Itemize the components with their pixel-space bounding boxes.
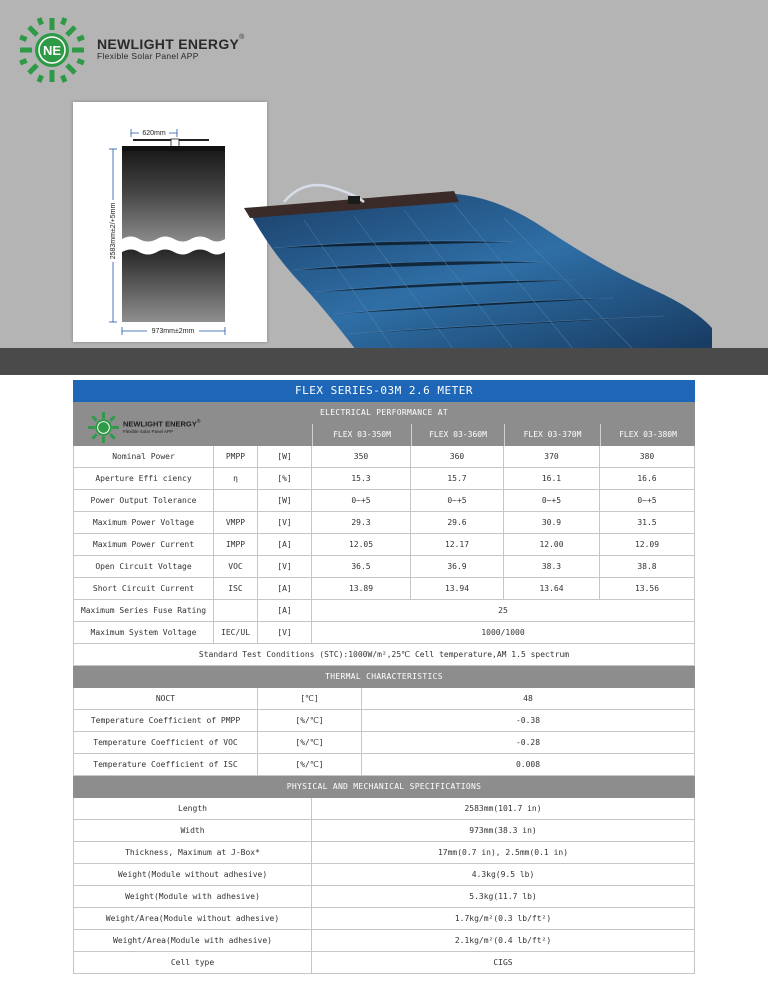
value-cell: 350 <box>312 446 411 467</box>
value-cell: -0.38 <box>515 716 541 725</box>
model-header: FLEX 03-350M <box>312 424 411 446</box>
value-cell: 25 <box>498 606 508 615</box>
electrical-row <box>73 446 695 468</box>
param-label: Width <box>74 820 312 841</box>
model-header: FLEX 03-380M <box>600 424 695 446</box>
value-cell: 31.5 <box>637 518 657 527</box>
stc-note: Standard Test Conditions (STC):1000W/m²,25℃ Cell temperature,AM 1.5 spectrum <box>198 650 570 659</box>
param-label: Aperture Effi ciency <box>74 468 214 489</box>
unit-cell: [A] <box>258 600 312 621</box>
unit-cell: [A] <box>258 534 312 555</box>
param-label: Temperature Coefficient of PMPP <box>74 710 258 731</box>
svg-text:NE: NE <box>42 43 62 58</box>
mechanical-row <box>73 952 695 974</box>
electrical-row <box>73 512 695 534</box>
table-brand-tagline: Flexible Solar Panel APP <box>123 429 174 434</box>
param-label: Short Circuit Current <box>74 578 214 599</box>
electrical-row <box>73 490 695 512</box>
value-cell: 2583mm(101.7 in) <box>464 804 542 813</box>
value-cell: 0.008 <box>515 760 541 769</box>
unit-cell: [V] <box>258 622 312 643</box>
flexible-panel-photo <box>244 158 714 353</box>
param-label: Temperature Coefficient of VOC <box>74 732 258 753</box>
param-label: Temperature Coefficient of ISC <box>74 754 258 775</box>
top-width-label: 620mm <box>142 130 166 137</box>
symbol-cell: IMPP <box>214 534 258 555</box>
mechanical-row <box>73 798 695 820</box>
unit-cell: [%/℃] <box>258 754 362 775</box>
electrical-row <box>73 534 695 556</box>
bottom-width-label: 973mm±2mm <box>151 328 195 335</box>
param-label: Maximum Power Voltage <box>74 512 214 533</box>
thermal-row <box>73 754 695 776</box>
symbol-cell: VMPP <box>214 512 258 533</box>
electrical-row <box>73 556 695 578</box>
value-cell: 13.56 <box>634 584 660 593</box>
value-cell: 12.05 <box>312 534 411 555</box>
value-cell: 38.8 <box>637 562 657 571</box>
height-label: 2583mm±2/+5mm <box>110 202 117 260</box>
param-label: Maximum Power Current <box>74 534 214 555</box>
value-cell: 0~+5 <box>411 490 504 511</box>
value-cell: 380 <box>639 452 655 461</box>
model-header: FLEX 03-370M <box>504 424 600 446</box>
model-header-row <box>73 419 695 446</box>
unit-cell: [V] <box>258 512 312 533</box>
param-label: Weight(Module without adhesive) <box>74 864 312 885</box>
brand-name: NEWLIGHT ENERGY® <box>97 34 245 52</box>
hero-bottom-band <box>0 348 768 375</box>
symbol-cell: IEC/UL <box>214 622 258 643</box>
electrical-section-title: ELECTRICAL PERFORMANCE AT <box>73 402 695 424</box>
hero-banner <box>0 0 768 375</box>
param-label: Maximum Series Fuse Rating <box>74 600 214 621</box>
spec-title: FLEX SERIES-03M 2.6 METER <box>73 380 695 402</box>
symbol-cell <box>214 600 258 621</box>
thermal-row <box>73 710 695 732</box>
value-cell: 16.6 <box>637 474 657 483</box>
thermal-row <box>73 732 695 754</box>
value-cell: 13.94 <box>411 578 504 599</box>
newlight-logo-icon <box>18 16 86 84</box>
symbol-cell: VOC <box>214 556 258 577</box>
value-cell: 30.9 <box>504 512 600 533</box>
value-cell: 0~+5 <box>637 496 657 505</box>
value-cell: 5.3kg(11.7 lb) <box>469 892 537 901</box>
unit-cell: [W] <box>258 446 312 467</box>
unit-cell: [V] <box>258 556 312 577</box>
value-cell: 973mm(38.3 in) <box>469 826 537 835</box>
value-cell: 370 <box>504 446 600 467</box>
param-label: Weight/Area(Module without adhesive) <box>74 908 312 929</box>
value-cell: 29.3 <box>312 512 411 533</box>
value-cell: 0~+5 <box>312 490 411 511</box>
stc-note-row <box>73 644 695 666</box>
param-label: Nominal Power <box>74 446 214 467</box>
param-label: Weight/Area(Module with adhesive) <box>74 930 312 951</box>
value-cell: 15.3 <box>312 468 411 489</box>
unit-cell: [℃] <box>258 688 362 709</box>
param-label: Length <box>74 798 312 819</box>
symbol-cell: η <box>214 468 258 489</box>
symbol-cell: ISC <box>214 578 258 599</box>
thermal-section-title: THERMAL CHARACTERISTICS <box>73 666 695 688</box>
value-cell: 29.6 <box>411 512 504 533</box>
value-cell: 12.09 <box>634 540 660 549</box>
mechanical-row <box>73 886 695 908</box>
symbol-cell: PMPP <box>214 446 258 467</box>
param-label: Power Output Tolerance <box>74 490 214 511</box>
mechanical-row <box>73 820 695 842</box>
table-brand-name: NEWLIGHT ENERGY® <box>123 419 201 429</box>
value-cell: CIGS <box>493 958 513 967</box>
unit-cell: [W] <box>258 490 312 511</box>
value-cell: 1000/1000 <box>481 628 525 637</box>
brand-tagline: Flexible Solar Panel APP <box>97 51 199 61</box>
value-cell: 38.3 <box>504 556 600 577</box>
mechanical-row <box>73 864 695 886</box>
param-label: Open Circuit Voltage <box>74 556 214 577</box>
value-cell: 36.5 <box>312 556 411 577</box>
value-cell: 12.17 <box>411 534 504 555</box>
value-cell: 13.64 <box>504 578 600 599</box>
unit-cell: [%/℃] <box>258 710 362 731</box>
value-cell: 36.9 <box>411 556 504 577</box>
value-cell: 1.7kg/m²(0.3 lb/ft²) <box>454 914 552 923</box>
param-label: Maximum System Voltage <box>74 622 214 643</box>
value-cell: 360 <box>411 446 504 467</box>
electrical-row <box>73 468 695 490</box>
unit-cell: [%] <box>258 468 312 489</box>
mechanical-row <box>73 908 695 930</box>
value-cell: 48 <box>523 694 533 703</box>
value-cell: 12.00 <box>504 534 600 555</box>
fuse-rating-row <box>73 600 695 622</box>
value-cell: 13.89 <box>312 578 411 599</box>
param-label: Weight(Module with adhesive) <box>74 886 312 907</box>
symbol-cell <box>214 490 258 511</box>
mechanical-section-title: PHYSICAL AND MECHANICAL SPECIFICATIONS <box>73 776 695 798</box>
newlight-small-logo-icon <box>87 411 120 444</box>
value-cell: -0.28 <box>515 738 541 747</box>
param-label: NOCT <box>74 688 258 709</box>
value-cell: 4.3kg(9.5 lb) <box>471 870 535 879</box>
spec-sheet <box>73 380 695 974</box>
value-cell: 2.1kg/m²(0.4 lb/ft²) <box>454 936 552 945</box>
unit-cell: [A] <box>258 578 312 599</box>
system-voltage-row <box>73 622 695 644</box>
model-header: FLEX 03-360M <box>411 424 504 446</box>
value-cell: 17mm(0.7 in), 2.5mm(0.1 in) <box>437 848 569 857</box>
value-cell: 0~+5 <box>504 490 600 511</box>
thermal-row <box>73 688 695 710</box>
unit-cell: [%/℃] <box>258 732 362 753</box>
value-cell: 15.7 <box>411 468 504 489</box>
value-cell: 16.1 <box>504 468 600 489</box>
param-label: Cell type <box>74 952 312 973</box>
mechanical-row <box>73 842 695 864</box>
electrical-row <box>73 578 695 600</box>
panel-dimension-drawing <box>73 102 267 342</box>
param-label: Thickness, Maximum at J-Box* <box>74 842 312 863</box>
mechanical-row <box>73 930 695 952</box>
